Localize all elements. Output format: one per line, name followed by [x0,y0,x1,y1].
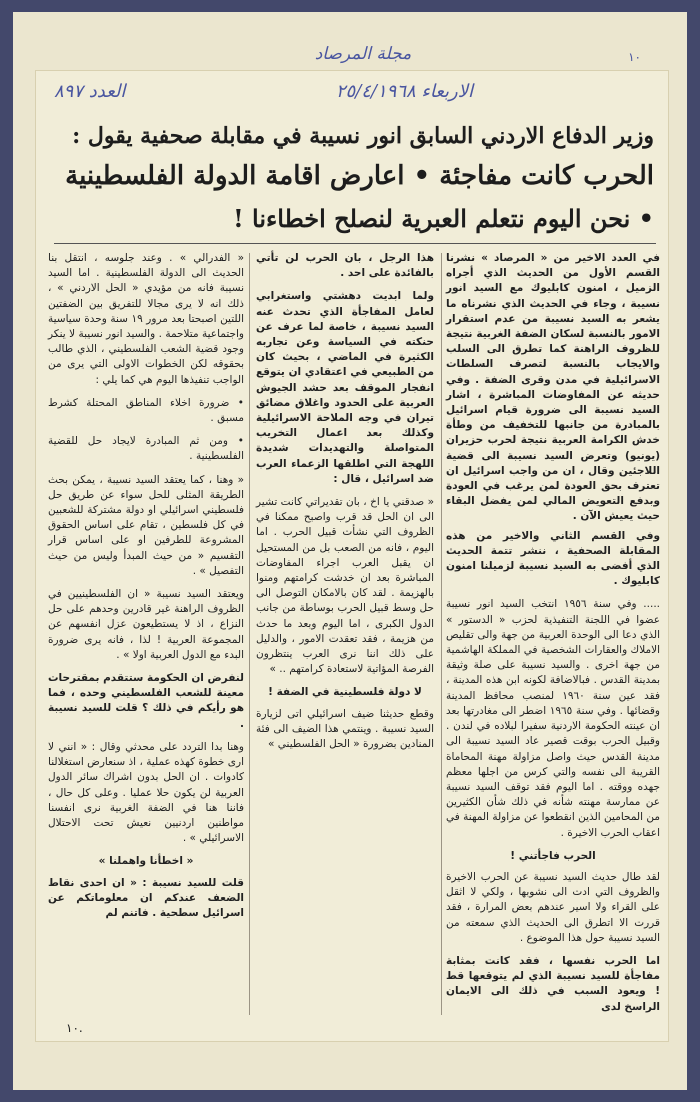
paragraph: لقد طال حديث السيد نسيبة عن الحرب الاخيرة والظروف التي ادت الى نشوبها ، ولكي لا اثقل على القراء ولا اسير عندهم بعض المرارة ، فقد قررت الا اتطرق الى الحديث الذي سمعته من السيد نسيبة حول هذا الموضوع . [446,870,660,944]
paragraph: هذا الرجل ، بان الحرب لن تأتي بالفائدة على احد . [256,252,434,280]
article-column-2 [256,251,434,760]
list-item: • ضرورة اخلاء المناطق المحتلة كشرط مسبق . [48,396,244,425]
paragraph: قلت للسيد نسيبة : « ان احدى نقاط الضعف عندكم ان معلوماتكم عن اسرائيل سطحية . فاتنم لم [48,876,244,919]
article-column-1 [446,251,660,1023]
page-number: ١٠. [66,1021,83,1035]
archive-sheet [13,12,687,1090]
headline-rule [54,243,656,244]
question-paragraph: لنفرض ان الحكومة ستتقدم بمقترحات معينة للشعب الفلسطيني وحده ، فما هو رأيكم في ذلك ؟ قلت للسيد نسيبة . [48,672,244,730]
headline-line-3: • نحن اليوم نتعلم العبرية لنصلح اخطاءنا ! [233,204,654,233]
paragraph: ..... وفي سنة ١٩٥٦ انتخب السيد انور نسيبة عضوا في اللجنة التنفيذية لحزب « الدستور » الذي دعا الى الوحدة العربية من جهة والى تقليص الاملاك والعقارات الشخصية في المملكة الهاشمية من جهة اخرى . والسيد نسيبة على صلة وثيقة بمدينة القدس . فبالاضافة لكونه ابن هذه المدينة ، فقد عين سنة ١٩٦٠ لمنصب محافظ المدينة وقضائها . وفي سنة ١٩٦٥ اضطر الى مغادرتها بعد ان عينته الحكومة الاردنية سفيرا لبلاده في لندن . وقبيل الحرب بوقت قصير عاد السيد نسيبة الى مدينة القدس حيث واصل مزاولة مهنة المحاماة القريبة الى نفسه والتي كرس من اجلها معظم جهده ووقته . اما اليوم فقد توقف السيد نسيبة عن ممارسة مهنته شأنه في ذلك شأن الكثيرين من المحامين الذين انقطعوا عن مزاولة المهنة في اعقاب الحرب الاخيرة . [446,598,660,839]
column-divider [249,253,250,1015]
intro-paragraph: في العدد الاخير من « المرصاد » نشرنا القسم الأول من الحديث الذي أجراه الزميل ، امنون كابليوك مع السيد انور نسيبة ، وجاء في الحديث الذي نشرناه ما يشعر به السيد نسيبة من عدم استقرار الامور بالنسبة لسكان الضفة الغربية نتيجة للظروف الراهنة كما تطرق الى السلب والايجاب بالنسبة لتصرف السلطات الاسرائيلية في مدن وقرى الضفة . وفي حديثه عن المفاوضات المباشرة ، اشار السيد نسيبة الى ضرورة قيام اسرائيل بالمبادرة من جانبها للتخفيف من وطأة خدش الكرامة العربية نتيجة لحرب حزيران (يونيو) وتعرض السيد نسيبة الى قضية اللاجئين وقال ، ان من واجب اسرائيل ان تعترف بحق العودة لمن يرغب في العودة وبدفع التعويض المالي لمن يفضل البقاء حيث يعيش الآن . [446,252,660,523]
newspaper-clipping [35,70,669,1042]
intro-paragraph-2: وفي القسم الثاني والاخير من هذه المقابلة الصحفية ، ننشر تتمة الحديث الذي أفضى به السيد نسيبة لزميلنا امنون كابليوك . [446,529,660,588]
subheading: الحرب فاجأتني ! [510,849,596,862]
paragraph: وقطع حديثنا ضيف اسرائيلي اتى لزيارة السيد نسيبة . وينتمي هذا الضيف الى فئة المنادين بضرورة « الحل الفلسطيني » [256,707,434,751]
paragraph: وهنا بدا التردد على محدثي وقال : « انني لا ارى خطوة كهذه عملية ، اذ سنعارض استغلالنا كادوات . ان الحل بدون اشراك سائر الدول العربية لن يكون حلا عمليا . وعلى كل حال ، فاننا هنا في الضفة الغربية نرى انفسنا مواطنين اردنيين نعيش تحت الاحتلال الاسرائيلي » . [48,740,244,845]
page-marks: ١٠ [628,50,641,64]
paragraph: « صدقني يا اخ ، بان تقديراتي كانت تشير الى ان الحل قد قرب واصبح ممكنا في الظروف التي نشأت قبيل الحرب . اما اليوم ، فانه من الصعب بل من المستحيل ان يقبل العرب اجراء المفاوضات المباشرة بعد ان خدشت كرامتهم ومنوا بالهزيمة . لقد كان بالامكان التوصل الى حل وسط قبيل الحرب بوساطة من جانب الدول الكبرى ، اما اليوم وبعد ما حدث من هزيمة ، فقد تعقدت الامور ، والدليل على ذلك اننا نرى العرب ينتظرون الفرصة المؤاتية لاستعادة كرامتهم .. » [256,496,434,676]
headline-line-1: وزير الدفاع الاردني السابق انور نسيبة في مقابلة صحفية يقول : [72,123,654,149]
subheading: لا دولة فلسطينية في الضفة ! [268,686,422,699]
subheading: « اخطأنا واهملنا » [98,855,194,868]
column-divider [441,253,442,1015]
paragraph: ويعتقد السيد نسيبة « ان الفلسطينيين في الظروف الراهنة غير قادرين وحدهم على حل النزاع ، اذ لا يستطيعون عزل انفسهم عن المجموعة العربية ! لذا ، فانه يرى ضرورة البدء مع الدول العربية اولا » . [48,588,244,661]
paragraph: اما الحرب نفسها ، فقد كانت بمثابة مفاجأة للسيد نسيبة الذي لم يتوقعها قط ! ويعود السبب في ذلك الى الايمان الراسخ لدى [446,954,660,1013]
paragraph: « وهنا ، كما يعتقد السيد نسيبة ، يمكن بحث الطريقة المثلى للحل سواء عن طريق حل فلسطيني اسرائيلي او دولة مشتركة للشعبين في كل فلسطين ، تقام على اساس الحقوق المشروعة للطرفين او على اساس قرار التقسيم « من حيث المبدأ وليس من حيث التفصيل » . [48,473,244,577]
article-column-3 [48,251,244,929]
handwritten-date: الاربعاء ٢٥/٤/١٩٦٨ [335,81,473,102]
list-item: • ومن ثم المبادرة لايجاد حل للقضية الفلسطينية . [48,435,244,463]
paragraph: « الفدرالي » . وعند جلوسه ، انتقل بنا الحديث الى الدولة الفلسطينية . اما السيد نسيبة فانه من مؤيدي « الحل الاردني » ، ذلك انه لا يرى مجالا للتفريق بين الضفتين اللتين اصبحتا بعد مرور ١٩ سنة وحدة سياسية واجتماعية متلاحمة . والسيد انور نسيبة لا ينكر وجود قضية الشعب الفلسطيني ، الذي طالب بحقوقه لكن الخطوات الاولى التي يرى من الواجب تنفيذها اليوم هي كما يلي : [48,252,244,386]
headline-line-2: الحرب كانت مفاجئة • اعارض اقامة الدولة الفلسطينية [65,161,654,191]
magazine-stamp: مجلة المرصاد [314,44,412,64]
paragraph: ولما ابديت دهشتي واستغرابي لعامل المفاجأة الذي تحدث عنه السيد نسيبة ، خاصة لما عرف عن حنكته في السياسة وعن تجاربه الكثيرة في الماضي ، بحيث كان من الطبيعي في اعتقادي ان يتوقع انفجار الموقف بعد حشد الجيوش العربية على الحدود واغلاق مضائق تيران في وجه الملاحة الاسرائيلية وكذلك بعد اعمال التخريب المتواصلة والتهديدات شديدة اللهجة التي اطلقها الزعماء العرب ضد اسرائيل ، قال : [256,290,434,485]
handwritten-issue: العدد ٨٩٧ [54,81,126,102]
